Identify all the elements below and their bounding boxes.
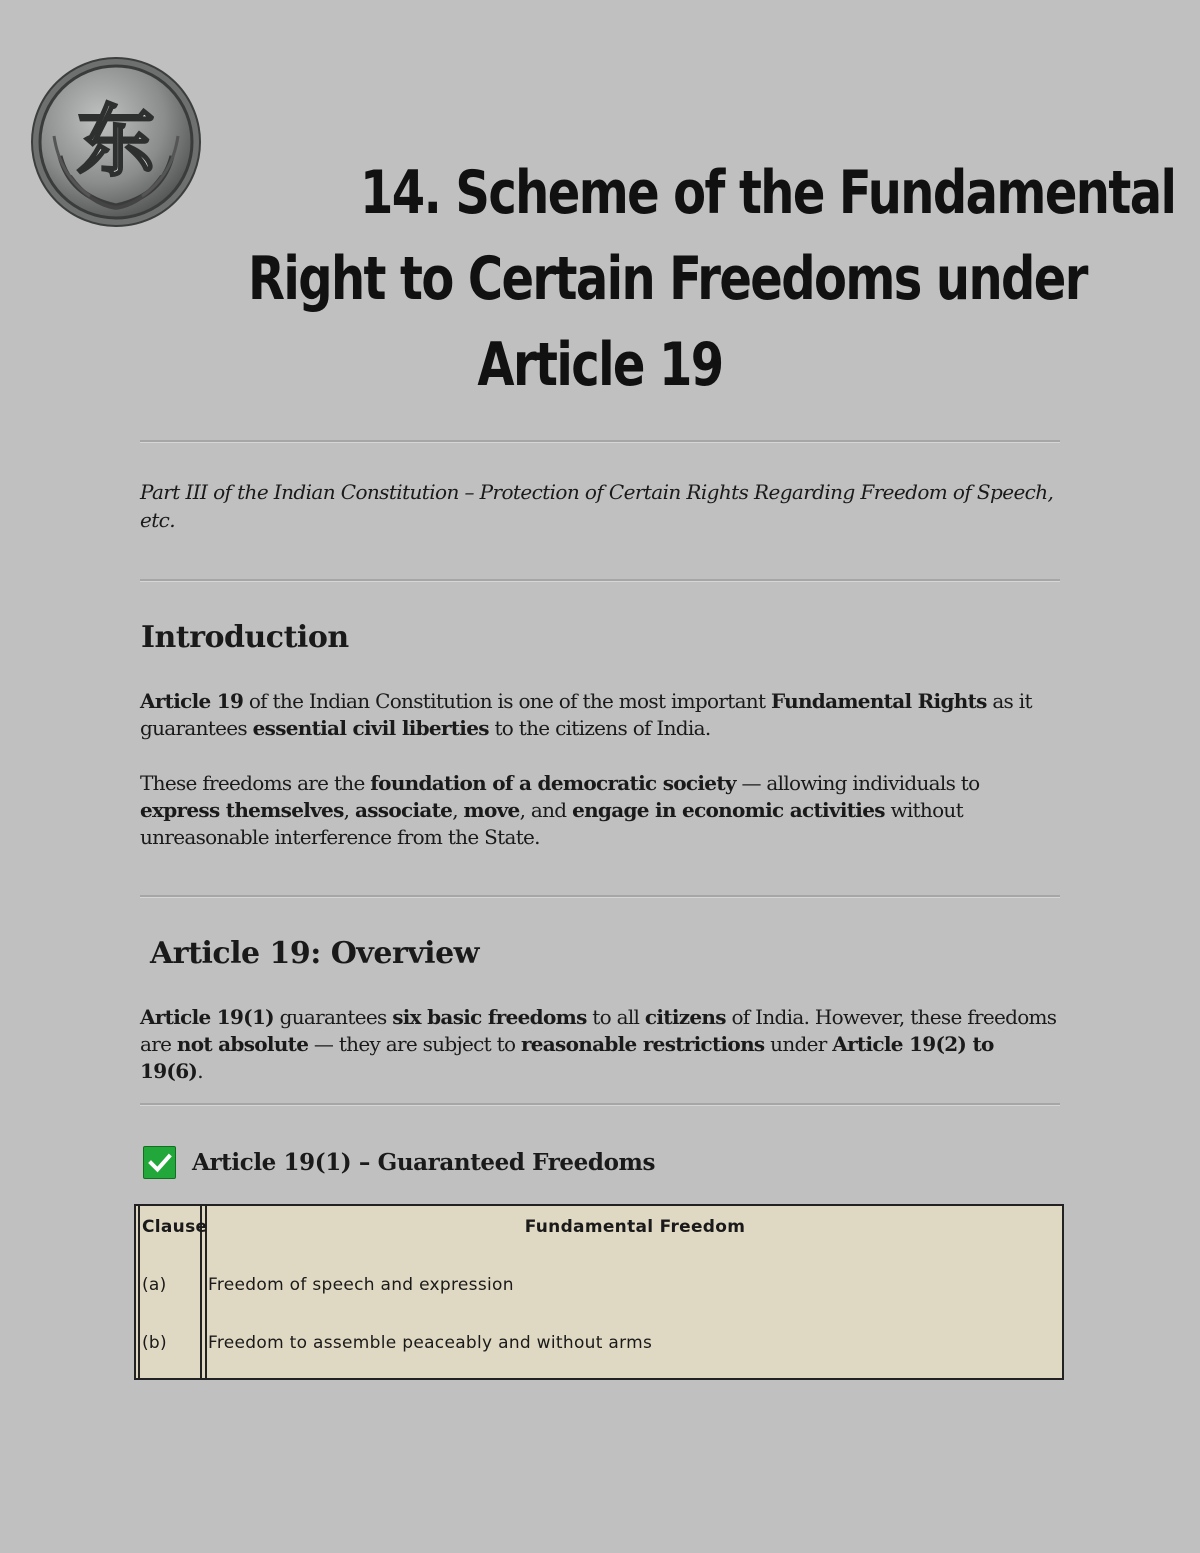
table-header-row	[136, 1206, 1062, 1264]
text-run: of the Indian Constitution is one of the most important	[243, 689, 771, 713]
freedoms-table	[134, 1204, 1064, 1380]
bold-text: Article 19(2) to 19(6)	[140, 1032, 994, 1083]
freedom-cell: Freedom of speech and expression	[208, 1275, 514, 1295]
emblem-seal-icon	[30, 56, 202, 228]
bold-text: engage in economic activities	[572, 798, 885, 822]
text-run: ,	[343, 798, 355, 822]
divider	[140, 440, 1060, 443]
emblem-glyph: 东	[76, 96, 156, 187]
divider	[140, 1103, 1060, 1106]
bold-text: express themselves	[140, 798, 344, 822]
bold-text: six basic freedoms	[392, 1005, 587, 1029]
bold-text: Article 19	[140, 689, 244, 713]
text-run: ,	[452, 798, 464, 822]
text-run: under	[764, 1032, 833, 1056]
introduction-heading: Introduction	[141, 620, 349, 655]
divider	[140, 895, 1060, 898]
divider	[140, 579, 1060, 582]
bold-text: Article 19(1)	[140, 1005, 274, 1029]
intro-paragraph-2	[140, 770, 1060, 851]
bold-text: move	[463, 798, 520, 822]
text-run: as it guarantees	[140, 689, 1032, 740]
clause-cell: (b)	[142, 1333, 167, 1353]
freedoms-heading	[143, 1146, 655, 1179]
subtitle: Part III of the Indian Constitution – Protection of Certain Rights Regarding Freedom of Speech, etc.	[140, 480, 1054, 532]
freedom-cell: Freedom to assemble peaceably and without arms	[208, 1333, 653, 1353]
table-row	[136, 1322, 1062, 1380]
table-row	[136, 1264, 1062, 1322]
title-line-3: Article 19	[477, 330, 723, 400]
bold-text: Fundamental Rights	[770, 689, 987, 713]
freedoms-heading-label: Article 19(1) – Guaranteed Freedoms	[192, 1149, 656, 1176]
bold-text: associate	[354, 798, 453, 822]
text-run: guarantees	[273, 1005, 393, 1029]
bold-text: essential civil liberties	[252, 716, 489, 740]
bold-text: citizens	[644, 1005, 726, 1029]
bold-text: reasonable restrictions	[520, 1032, 765, 1056]
title-line-1: 14. Scheme of the Fundamental	[360, 158, 1176, 228]
clause-cell: (a)	[142, 1275, 167, 1295]
bold-text: foundation of a democratic society	[370, 771, 736, 795]
text-run: , and	[519, 798, 573, 822]
text-run: without unreasonable interference from the State.	[140, 798, 963, 849]
overview-paragraph	[140, 1004, 1060, 1085]
text-run: These freedoms are the	[140, 771, 371, 795]
column-header-freedom: Fundamental Freedom	[524, 1217, 746, 1237]
text-run: — allowing individuals to	[735, 771, 980, 795]
text-run: — they are subject to	[308, 1032, 521, 1056]
bold-text: not absolute	[176, 1032, 309, 1056]
check-mark-icon	[143, 1146, 176, 1179]
page-title	[248, 150, 1176, 408]
overview-heading: Article 19: Overview	[150, 936, 479, 971]
text-run: of India. However, these freedoms are	[140, 1005, 1057, 1056]
intro-paragraph-1	[140, 688, 1060, 742]
text-run: to all	[586, 1005, 645, 1029]
title-line-2: Right to Certain Freedoms under	[248, 244, 1087, 314]
text-run: .	[197, 1059, 203, 1083]
text-run: to the citizens of India.	[488, 716, 711, 740]
column-header-clause: Clause	[142, 1217, 208, 1237]
